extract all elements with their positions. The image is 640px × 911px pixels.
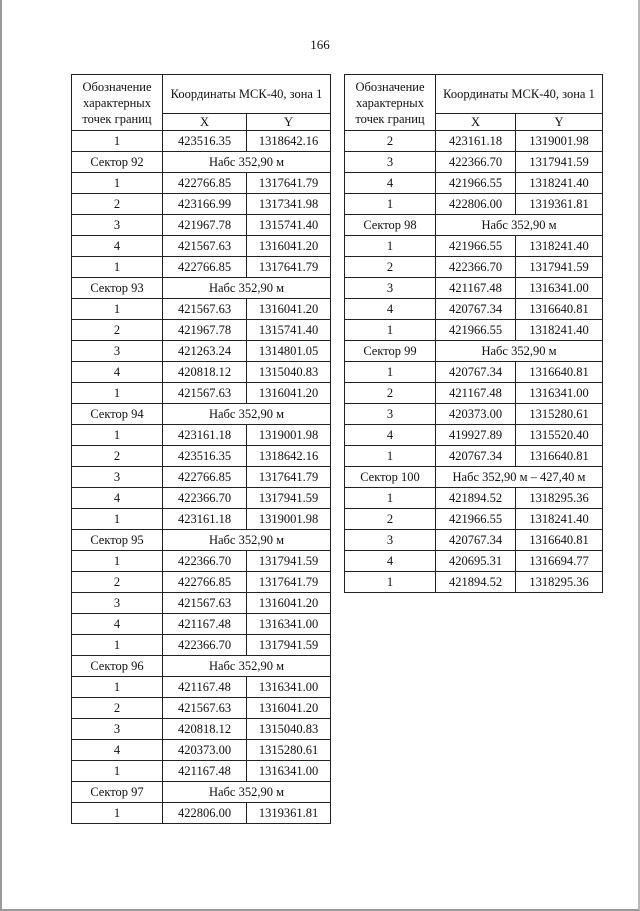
- y-coordinate-cell: 1315741.40: [247, 215, 331, 236]
- sector-row: [345, 341, 603, 362]
- sector-label: Сектор 98: [345, 215, 436, 236]
- y-coordinate-cell: 1318295.36: [516, 488, 603, 509]
- sector-row: [72, 782, 331, 803]
- x-coordinate-cell: 422366.70: [163, 488, 247, 509]
- point-number-cell: 2: [72, 446, 163, 467]
- x-coordinate-cell: 421567.63: [163, 593, 247, 614]
- point-number-cell: 1: [72, 803, 163, 824]
- y-coordinate-cell: 1317341.98: [247, 194, 331, 215]
- x-coordinate-cell: 421167.48: [163, 677, 247, 698]
- point-number-cell: 1: [345, 362, 436, 383]
- sector-label: Сектор 95: [72, 530, 163, 551]
- table-row: [345, 152, 603, 173]
- y-coordinate-cell: 1316341.00: [247, 677, 331, 698]
- point-number-cell: 2: [72, 320, 163, 341]
- point-number-cell: 1: [72, 677, 163, 698]
- table-row: [72, 362, 331, 383]
- point-number-cell: 3: [72, 593, 163, 614]
- table-body-right: [345, 131, 603, 593]
- table-row: [345, 446, 603, 467]
- x-coordinate-cell: 421567.63: [163, 236, 247, 257]
- y-coordinate-cell: 1318241.40: [516, 509, 603, 530]
- y-coordinate-cell: 1317941.59: [516, 152, 603, 173]
- y-coordinate-cell: 1315741.40: [247, 320, 331, 341]
- point-number-cell: 4: [345, 551, 436, 572]
- y-coordinate-cell: 1319001.98: [247, 509, 331, 530]
- y-coordinate-cell: 1316041.20: [247, 698, 331, 719]
- sector-label: Сектор 99: [345, 341, 436, 362]
- header-coordinates-label: Координаты МСК-40, зона 1: [436, 75, 603, 114]
- y-coordinate-cell: 1315280.61: [516, 404, 603, 425]
- x-coordinate-cell: 421966.55: [436, 236, 516, 257]
- point-number-cell: 2: [345, 509, 436, 530]
- sector-row: [72, 530, 331, 551]
- table-row: [72, 635, 331, 656]
- y-coordinate-cell: 1317641.79: [247, 173, 331, 194]
- point-number-cell: 1: [345, 572, 436, 593]
- point-number-cell: 4: [345, 299, 436, 320]
- table-row: [72, 425, 331, 446]
- point-number-cell: 3: [345, 278, 436, 299]
- point-number-cell: 1: [72, 635, 163, 656]
- y-coordinate-cell: 1316041.20: [247, 236, 331, 257]
- point-number-cell: 4: [72, 740, 163, 761]
- table-row: [72, 173, 331, 194]
- sector-row: [345, 467, 603, 488]
- table-row: [345, 236, 603, 257]
- y-coordinate-cell: 1316640.81: [516, 299, 603, 320]
- page-number: 166: [310, 37, 330, 52]
- x-coordinate-cell: 420767.34: [436, 299, 516, 320]
- point-number-cell: 1: [72, 425, 163, 446]
- x-coordinate-cell: 420767.34: [436, 530, 516, 551]
- table-row: [72, 698, 331, 719]
- header-y-label: Y: [247, 114, 331, 131]
- point-number-cell: 1: [345, 446, 436, 467]
- table-row: [72, 341, 331, 362]
- table-row: [72, 383, 331, 404]
- x-coordinate-cell: 422766.85: [163, 467, 247, 488]
- point-number-cell: 4: [72, 614, 163, 635]
- table-row: [72, 131, 331, 152]
- point-number-cell: 4: [345, 425, 436, 446]
- y-coordinate-cell: 1319361.81: [247, 803, 331, 824]
- table-row: [72, 194, 331, 215]
- x-coordinate-cell: 422766.85: [163, 173, 247, 194]
- point-number-cell: 3: [72, 341, 163, 362]
- point-number-cell: 2: [345, 131, 436, 152]
- y-coordinate-cell: 1318241.40: [516, 173, 603, 194]
- x-coordinate-cell: 423161.18: [436, 131, 516, 152]
- sector-label: Сектор 100: [345, 467, 436, 488]
- sector-label: Сектор 94: [72, 404, 163, 425]
- x-coordinate-cell: 420767.34: [436, 446, 516, 467]
- x-coordinate-cell: 420818.12: [163, 362, 247, 383]
- x-coordinate-cell: 422366.70: [436, 257, 516, 278]
- point-number-cell: 1: [72, 299, 163, 320]
- table-row: [345, 530, 603, 551]
- table-row: [345, 488, 603, 509]
- header-x-label: X: [436, 114, 516, 131]
- y-coordinate-cell: 1318241.40: [516, 236, 603, 257]
- y-coordinate-cell: 1318241.40: [516, 320, 603, 341]
- point-number-cell: 4: [72, 236, 163, 257]
- point-number-cell: 2: [345, 257, 436, 278]
- y-coordinate-cell: 1317941.59: [516, 257, 603, 278]
- table-row: [345, 425, 603, 446]
- y-coordinate-cell: 1316341.00: [247, 761, 331, 782]
- point-number-cell: 3: [345, 530, 436, 551]
- sector-row: [72, 404, 331, 425]
- x-coordinate-cell: 422806.00: [436, 194, 516, 215]
- y-coordinate-cell: 1316041.20: [247, 593, 331, 614]
- x-coordinate-cell: 421167.48: [163, 761, 247, 782]
- x-coordinate-cell: 421966.55: [436, 509, 516, 530]
- y-coordinate-cell: 1316041.20: [247, 299, 331, 320]
- point-number-cell: 2: [72, 572, 163, 593]
- header-coordinates-label: Координаты МСК-40, зона 1: [163, 75, 331, 114]
- table-row: [345, 257, 603, 278]
- point-number-cell: 3: [345, 404, 436, 425]
- table-row: [72, 215, 331, 236]
- x-coordinate-cell: 421966.55: [436, 320, 516, 341]
- y-coordinate-cell: 1316640.81: [516, 446, 603, 467]
- y-coordinate-cell: 1316341.00: [516, 278, 603, 299]
- sector-height: Набс 352,90 м – 427,40 м: [436, 467, 603, 488]
- table-row: [72, 593, 331, 614]
- table-row: [72, 509, 331, 530]
- y-coordinate-cell: 1316640.81: [516, 362, 603, 383]
- table-row: [72, 488, 331, 509]
- sector-height: Набс 352,90 м: [436, 341, 603, 362]
- y-coordinate-cell: 1316041.20: [247, 383, 331, 404]
- y-coordinate-cell: 1319361.81: [516, 194, 603, 215]
- y-coordinate-cell: 1316341.00: [516, 383, 603, 404]
- y-coordinate-cell: 1316640.81: [516, 530, 603, 551]
- x-coordinate-cell: 422366.70: [163, 551, 247, 572]
- sector-row: [72, 278, 331, 299]
- x-coordinate-cell: 421167.48: [436, 278, 516, 299]
- sector-height: Набс 352,90 м: [163, 530, 331, 551]
- point-number-cell: 1: [72, 551, 163, 572]
- sector-height: Набс 352,90 м: [436, 215, 603, 236]
- point-number-cell: 1: [72, 761, 163, 782]
- sector-row: [72, 152, 331, 173]
- sector-label: Сектор 92: [72, 152, 163, 173]
- y-coordinate-cell: 1315520.40: [516, 425, 603, 446]
- table-row: [345, 509, 603, 530]
- x-coordinate-cell: 421167.48: [163, 614, 247, 635]
- point-number-cell: 1: [72, 257, 163, 278]
- table-row: [345, 299, 603, 320]
- point-number-cell: 4: [72, 362, 163, 383]
- sector-height: Набс 352,90 м: [163, 404, 331, 425]
- x-coordinate-cell: 420373.00: [163, 740, 247, 761]
- point-number-cell: 1: [345, 194, 436, 215]
- x-coordinate-cell: 421967.78: [163, 215, 247, 236]
- sector-row: [72, 656, 331, 677]
- point-number-cell: 3: [72, 215, 163, 236]
- x-coordinate-cell: 421894.52: [436, 488, 516, 509]
- sector-height: Набс 352,90 м: [163, 152, 331, 173]
- header-points-label: Обозначение характерных точек границ: [345, 75, 436, 131]
- x-coordinate-cell: 420695.31: [436, 551, 516, 572]
- x-coordinate-cell: 421966.55: [436, 173, 516, 194]
- y-coordinate-cell: 1315040.83: [247, 362, 331, 383]
- x-coordinate-cell: 423516.35: [163, 131, 247, 152]
- y-coordinate-cell: 1319001.98: [516, 131, 603, 152]
- y-coordinate-cell: 1317941.59: [247, 551, 331, 572]
- table-row: [72, 320, 331, 341]
- point-number-cell: 3: [72, 467, 163, 488]
- table-row: [72, 719, 331, 740]
- x-coordinate-cell: 423161.18: [163, 509, 247, 530]
- point-number-cell: 2: [345, 383, 436, 404]
- y-coordinate-cell: 1316694.77: [516, 551, 603, 572]
- y-coordinate-cell: 1314801.05: [247, 341, 331, 362]
- x-coordinate-cell: 423516.35: [163, 446, 247, 467]
- sector-height: Набс 352,90 м: [163, 278, 331, 299]
- table-row: [72, 299, 331, 320]
- table-row: [345, 278, 603, 299]
- y-coordinate-cell: 1318642.16: [247, 446, 331, 467]
- point-number-cell: 1: [72, 509, 163, 530]
- x-coordinate-cell: 422766.85: [163, 257, 247, 278]
- x-coordinate-cell: 422366.70: [163, 635, 247, 656]
- sector-row: [345, 215, 603, 236]
- point-number-cell: 4: [345, 173, 436, 194]
- x-coordinate-cell: 420373.00: [436, 404, 516, 425]
- table-row: [72, 257, 331, 278]
- y-coordinate-cell: 1317641.79: [247, 257, 331, 278]
- y-coordinate-cell: 1317641.79: [247, 572, 331, 593]
- table-row: [72, 803, 331, 824]
- point-number-cell: 2: [72, 194, 163, 215]
- point-number-cell: 1: [72, 383, 163, 404]
- y-coordinate-cell: 1318642.16: [247, 131, 331, 152]
- y-coordinate-cell: 1319001.98: [247, 425, 331, 446]
- x-coordinate-cell: 422366.70: [436, 152, 516, 173]
- table-row: [345, 551, 603, 572]
- y-coordinate-cell: 1315280.61: [247, 740, 331, 761]
- x-coordinate-cell: 420818.12: [163, 719, 247, 740]
- point-number-cell: 1: [72, 173, 163, 194]
- header-x-label: X: [163, 114, 247, 131]
- x-coordinate-cell: 422766.85: [163, 572, 247, 593]
- y-coordinate-cell: 1316341.00: [247, 614, 331, 635]
- x-coordinate-cell: 421567.63: [163, 383, 247, 404]
- table-row: [72, 446, 331, 467]
- x-coordinate-cell: 421567.63: [163, 698, 247, 719]
- x-coordinate-cell: 420767.34: [436, 362, 516, 383]
- table-row: [72, 236, 331, 257]
- y-coordinate-cell: 1317941.59: [247, 488, 331, 509]
- x-coordinate-cell: 421967.78: [163, 320, 247, 341]
- table-row: [345, 320, 603, 341]
- header-points-label: Обозначение характерных точек границ: [72, 75, 163, 131]
- point-number-cell: 1: [345, 236, 436, 257]
- table-row: [72, 551, 331, 572]
- y-coordinate-cell: 1318295.36: [516, 572, 603, 593]
- sector-height: Набс 352,90 м: [163, 656, 331, 677]
- x-coordinate-cell: 422806.00: [163, 803, 247, 824]
- table-row: [72, 467, 331, 488]
- table-row: [345, 383, 603, 404]
- table-row: [72, 740, 331, 761]
- table-row: [345, 131, 603, 152]
- point-number-cell: 3: [72, 719, 163, 740]
- y-coordinate-cell: 1315040.83: [247, 719, 331, 740]
- table-row: [345, 173, 603, 194]
- sector-label: Сектор 97: [72, 782, 163, 803]
- table-row: [72, 614, 331, 635]
- x-coordinate-cell: 419927.89: [436, 425, 516, 446]
- x-coordinate-cell: 421263.24: [163, 341, 247, 362]
- point-number-cell: 1: [345, 320, 436, 341]
- header-y-label: Y: [516, 114, 603, 131]
- table-row: [345, 194, 603, 215]
- x-coordinate-cell: 421567.63: [163, 299, 247, 320]
- point-number-cell: 4: [72, 488, 163, 509]
- table-row: [345, 404, 603, 425]
- table-body-left: [72, 131, 331, 824]
- table-row: [72, 761, 331, 782]
- x-coordinate-cell: 423166.99: [163, 194, 247, 215]
- point-number-cell: 1: [72, 131, 163, 152]
- point-number-cell: 2: [72, 698, 163, 719]
- table-row: [72, 572, 331, 593]
- table-row: [345, 362, 603, 383]
- sector-height: Набс 352,90 м: [163, 782, 331, 803]
- table-row: [345, 572, 603, 593]
- sector-label: Сектор 96: [72, 656, 163, 677]
- table-row: [72, 677, 331, 698]
- y-coordinate-cell: 1317641.79: [247, 467, 331, 488]
- y-coordinate-cell: 1317941.59: [247, 635, 331, 656]
- point-number-cell: 3: [345, 152, 436, 173]
- sector-label: Сектор 93: [72, 278, 163, 299]
- x-coordinate-cell: 423161.18: [163, 425, 247, 446]
- x-coordinate-cell: 421167.48: [436, 383, 516, 404]
- x-coordinate-cell: 421894.52: [436, 572, 516, 593]
- coordinates-table-left: [71, 74, 331, 824]
- coordinates-table-right: [344, 74, 603, 593]
- point-number-cell: 1: [345, 488, 436, 509]
